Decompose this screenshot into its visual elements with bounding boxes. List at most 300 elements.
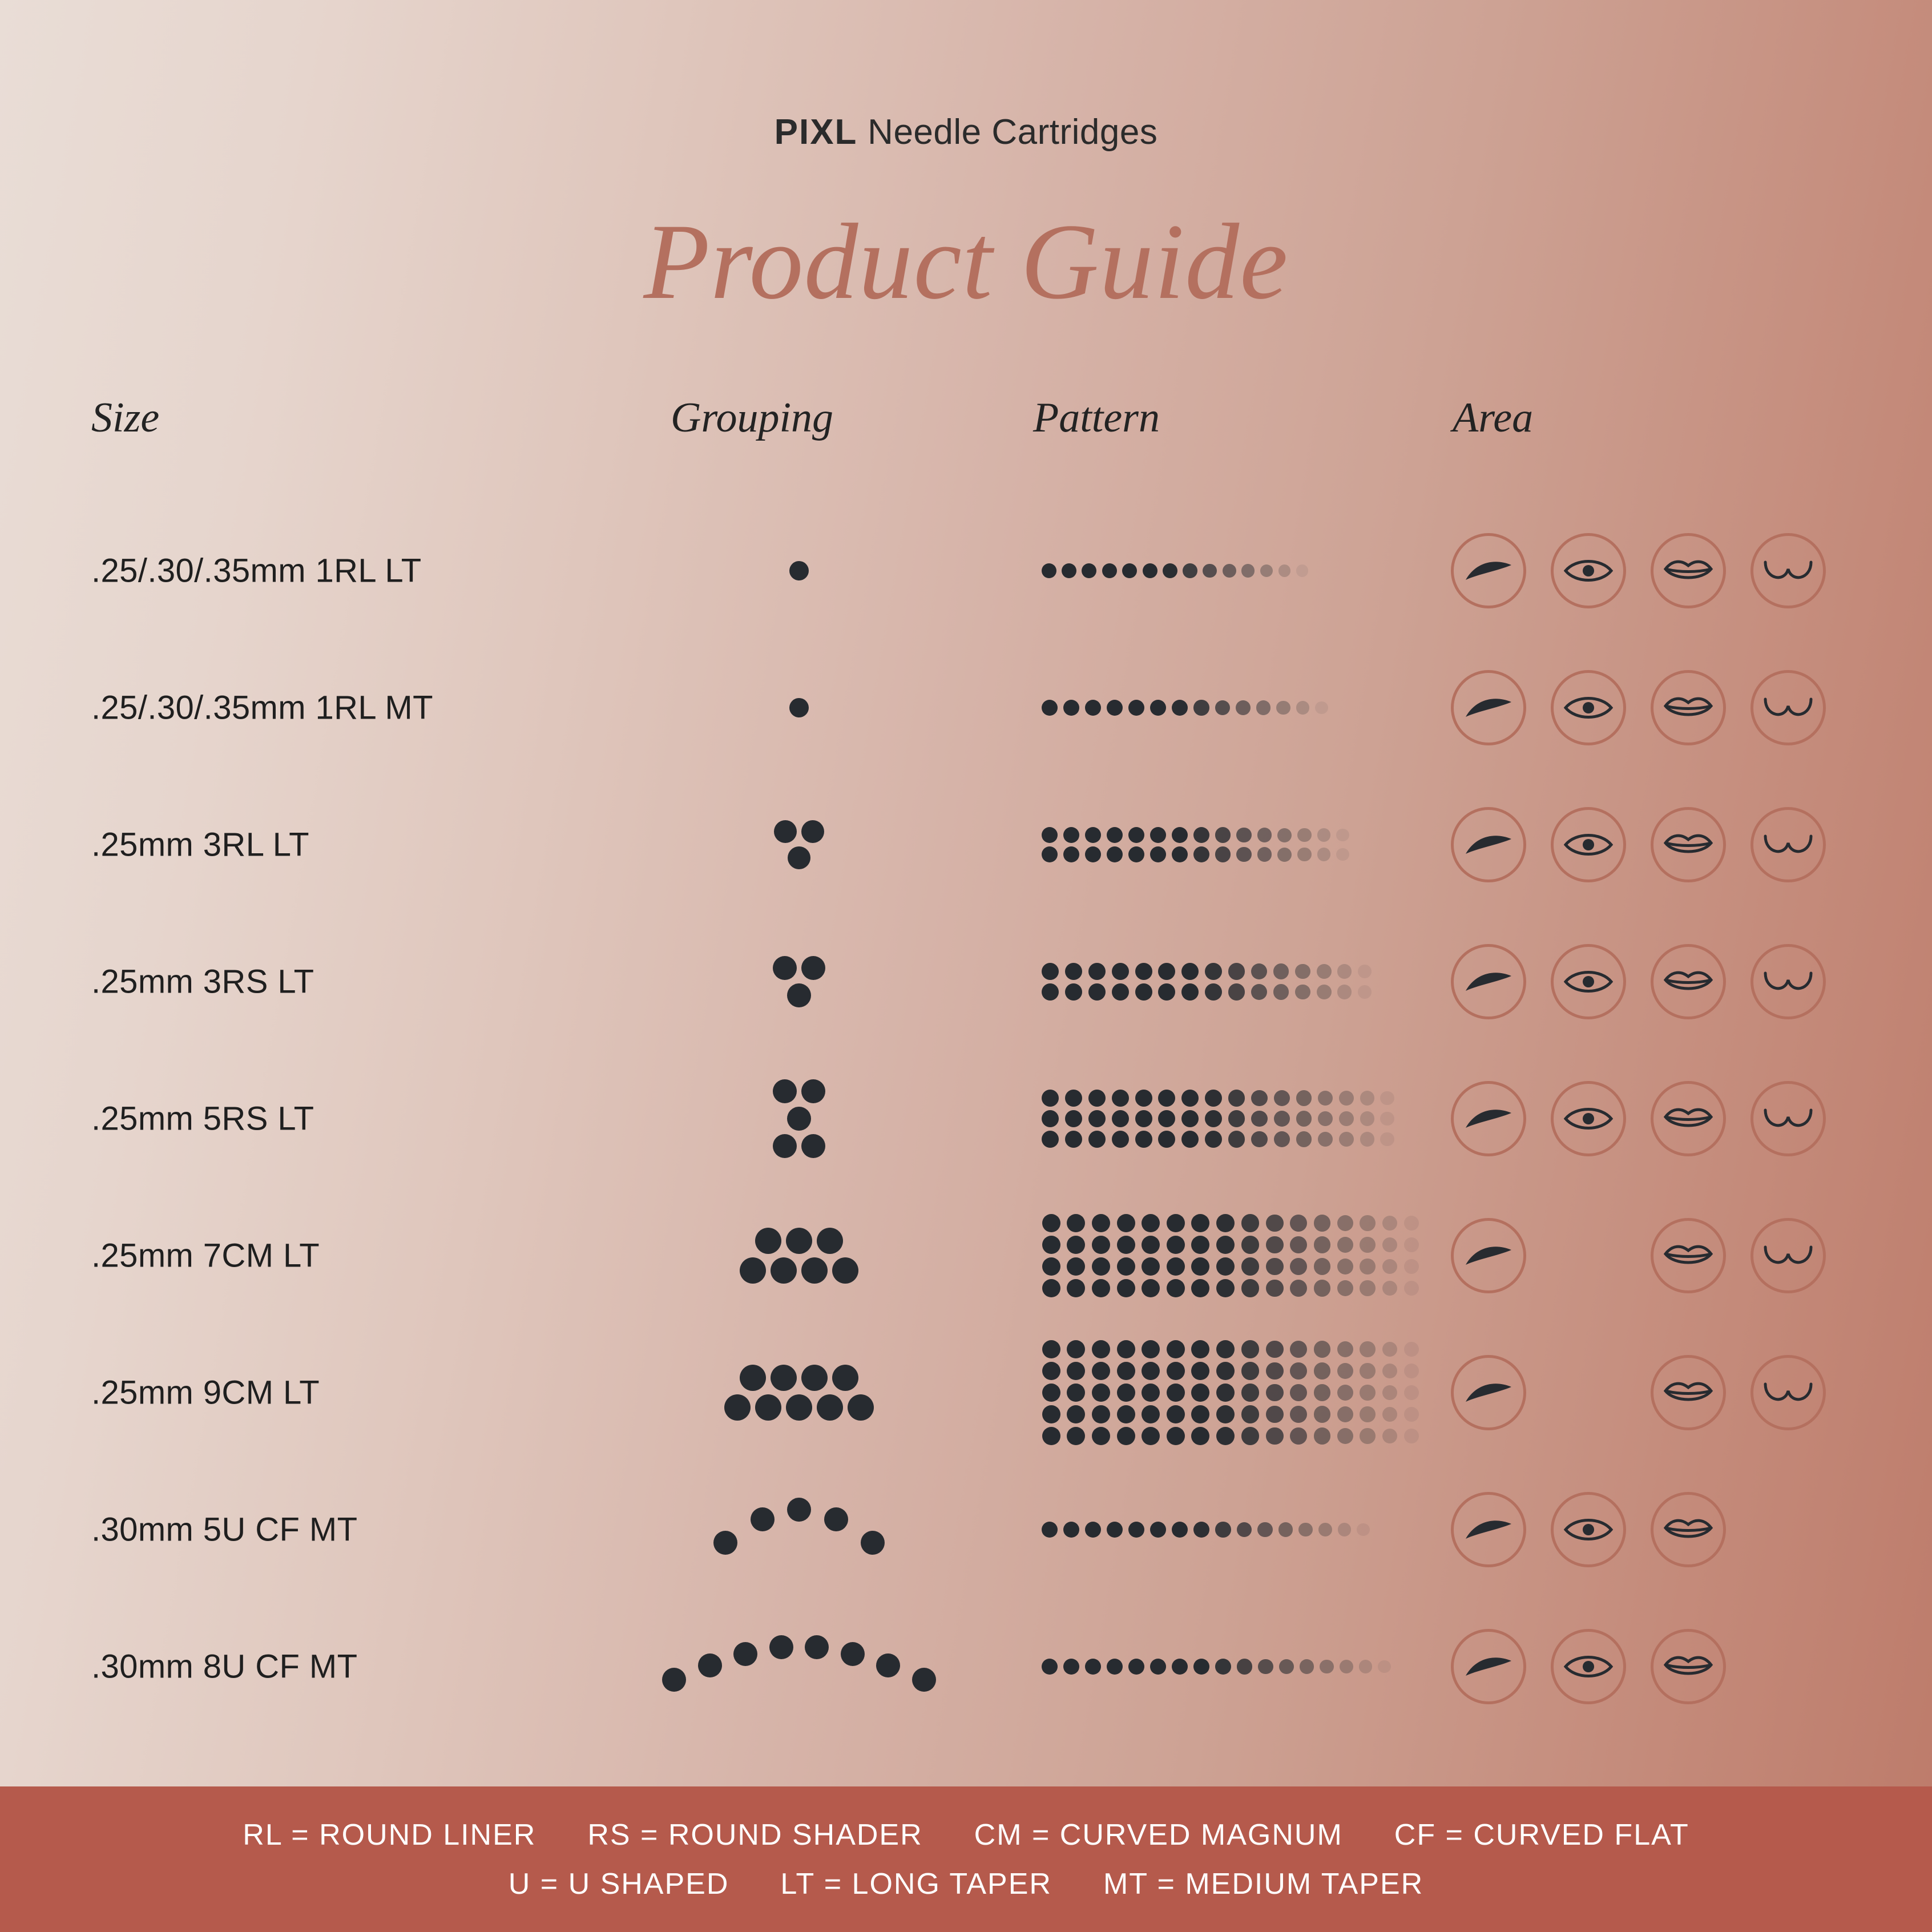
table-row [0,502,1932,639]
area-slot [1638,1355,1738,1430]
column-header-grouping: Grouping [671,394,834,441]
grouping-dot [817,1228,843,1254]
pattern-dot [1135,963,1152,980]
pattern-dot [1276,701,1290,715]
grouping-dot [787,1498,811,1522]
area-slot [1738,1218,1838,1293]
table-row [0,1461,1932,1598]
table-row [0,913,1932,1050]
pattern-dot [1241,564,1255,577]
pattern-dot [1135,1110,1152,1127]
pattern-dot [1042,963,1059,980]
pattern-dot [1042,1257,1060,1276]
pattern-dot [1092,1384,1110,1402]
area-slot [1638,1218,1738,1293]
pattern-dot [1317,848,1330,861]
pattern-dot [1382,1237,1398,1253]
pattern-dot [1297,828,1311,842]
area-slot [1538,1081,1638,1156]
pattern-dot [1042,1131,1059,1148]
pattern-dot-row [1039,825,1352,845]
pattern-dot [1042,1522,1058,1538]
pattern-diagram [1039,1338,1422,1447]
needle-grouping-diagram [639,1078,959,1160]
pattern-dot [1382,1281,1398,1296]
size-label: .25mm 3RL LT [91,826,309,864]
pattern-dot-row [1039,1403,1422,1425]
pattern-dot [1278,564,1291,577]
brow-icon [1451,1492,1526,1567]
grouping-dot [713,1531,737,1555]
pattern-dot [1181,1110,1199,1127]
area-icons [1438,670,1838,745]
pattern-dot [1223,564,1236,578]
pattern-dot [1382,1364,1398,1379]
pattern-dot [1065,1110,1082,1127]
pattern-dot-row [1039,1338,1422,1360]
area-slot [1738,533,1838,608]
pattern-dot [1360,1091,1374,1105]
pattern-dot [1216,1427,1235,1445]
pattern-dot [1216,1405,1235,1423]
pattern-dot [1042,983,1059,1001]
area-slot [1438,944,1538,1019]
pattern-dot-row [1039,1108,1397,1129]
pattern-dot [1314,1406,1330,1422]
size-label: .25mm 9CM LT [91,1374,320,1411]
pattern-dot [1135,1090,1152,1107]
pattern-dot [1266,1280,1284,1297]
pattern-diagram [1039,1657,1394,1676]
pattern-dot [1042,700,1058,716]
grouping-dot [774,820,797,843]
pattern-dot [1135,1131,1152,1148]
brow-icon [1451,1218,1526,1293]
grouping-dot [724,1394,751,1421]
pattern-dot [1082,563,1096,578]
pattern-dot [1337,1341,1353,1357]
area-slot [1538,807,1638,882]
pattern-dot [1128,827,1144,843]
grouping-dot [817,1394,843,1421]
pattern-dot [1404,1216,1419,1231]
grouping-dot-row [772,818,826,845]
pattern-dot [1317,964,1332,979]
pattern-dot [1295,985,1310,1000]
legend-item: CM = CURVED MAGNUM [974,1818,1343,1852]
pattern-dot-row [1039,1256,1422,1277]
pattern-dot [1251,1131,1268,1148]
pattern-dot [1067,1214,1085,1232]
pattern-diagram [1039,1088,1397,1149]
brow-icon [1451,1629,1526,1704]
pattern-dot [1142,1384,1160,1402]
pattern-dot [1360,1132,1374,1146]
pattern-dot [1205,1110,1222,1127]
pattern-dot [1339,1111,1354,1126]
pattern-dot [1315,701,1328,715]
areola-icon [1751,1218,1826,1293]
pattern-dot [1158,983,1175,1001]
pattern-dot [1135,983,1152,1001]
pattern-dot [1318,1111,1333,1127]
pattern-dot [1266,1236,1284,1254]
grouping-dot [771,1257,797,1284]
pattern-dot [1191,1257,1209,1276]
pattern-dot [1237,1522,1252,1538]
pattern-dot [1142,1236,1160,1254]
pattern-dot [1107,700,1123,716]
pattern-diagram [1039,1520,1373,1539]
pattern-dot [1257,1522,1272,1537]
needle-grouping-diagram [639,1363,959,1422]
pattern-dot [1382,1385,1398,1401]
pattern-dot [1102,563,1117,578]
pattern-dot [1107,827,1123,843]
pattern-dot [1122,563,1137,578]
area-slot [1638,533,1738,608]
pattern-dot [1092,1214,1110,1232]
area-icons [1438,807,1838,882]
pattern-dot [1378,1660,1391,1673]
pattern-dot [1117,1236,1135,1254]
pattern-dot [1085,1522,1101,1538]
pattern-dot [1296,701,1310,715]
pattern-dot [1117,1279,1135,1297]
pattern-dot [1128,1659,1144,1675]
size-label: .25/.30/.35mm 1RL LT [91,552,422,590]
needle-grouping-diagram [639,1226,959,1285]
grouping-dot [773,1134,797,1158]
pattern-dot [1067,1236,1085,1254]
needle-grouping-diagram [639,954,959,1009]
grouping-dot [769,1635,793,1659]
area-slot [1638,944,1738,1019]
table-row [0,776,1932,913]
pattern-dot [1167,1405,1185,1423]
pattern-dot [1128,1522,1144,1538]
pattern-dot-row [1039,1234,1422,1256]
area-slot [1738,944,1838,1019]
grouping-dot [788,846,810,869]
pattern-dot [1142,1362,1160,1380]
grouping-dot [662,1668,686,1692]
pattern-dot [1216,1257,1235,1276]
column-header-area: Area [1453,394,1534,441]
pattern-dot [1215,1522,1231,1538]
legend-item: LT = LONG TAPER [780,1867,1052,1901]
area-slot [1738,1355,1838,1430]
pattern-dot [1193,700,1209,716]
grouping-dot-row [787,559,811,582]
area-icons [1438,1629,1838,1704]
pattern-dot [1088,1110,1106,1127]
area-icons [1438,1355,1838,1430]
areola-icon [1751,807,1826,882]
grouping-dot [740,1257,766,1284]
pattern-dot [1337,1406,1353,1422]
pattern-dot [1142,1427,1160,1445]
pattern-dot [1360,1280,1376,1296]
size-label: .25mm 5RS LT [91,1100,314,1138]
pattern-dot [1042,1405,1060,1423]
pattern-dot [1236,700,1251,715]
pattern-dot [1062,563,1076,578]
pattern-dot [1107,1659,1123,1675]
eye-icon [1551,944,1626,1019]
grouping-dot-row [787,696,811,719]
pattern-dot-row [1039,845,1352,864]
grouping-dot [801,1134,825,1158]
pattern-dot [1042,1384,1060,1402]
pattern-dot [1296,564,1308,576]
area-slot [1638,1492,1738,1567]
pattern-dot [1085,700,1101,716]
eye-icon [1551,1629,1626,1704]
pattern-dot [1298,1523,1313,1537]
lips-icon [1651,1492,1726,1567]
area-slot [1438,533,1538,608]
pattern-dot [1142,1214,1160,1232]
pattern-dot [1042,1427,1060,1445]
grouping-dot [876,1653,900,1677]
pattern-dot [1150,827,1166,843]
pattern-dot [1278,1522,1293,1537]
pattern-dot [1296,1111,1312,1126]
grouping-dot [698,1653,722,1677]
pattern-dot [1257,828,1272,842]
grouping-dot-row [753,1226,845,1256]
pattern-dot [1273,963,1289,979]
pattern-dot [1167,1384,1185,1402]
pattern-diagram [1039,961,1375,1002]
grouping-dot-row [785,845,813,871]
pattern-dot [1337,1428,1353,1444]
brand-suffix: Needle Cartridges [857,112,1158,152]
pattern-dot [1266,1406,1284,1423]
pattern-dot [1337,1280,1353,1296]
pattern-dot [1266,1427,1284,1445]
grouping-dot [801,1257,828,1284]
pattern-dot [1290,1362,1307,1380]
grouping-dot-row [785,982,813,1009]
pattern-dot [1167,1362,1185,1380]
pattern-dot [1112,983,1129,1001]
pattern-diagram [1039,698,1331,717]
pattern-dot [1360,1341,1376,1357]
pattern-dot [1215,846,1231,862]
size-label: .25/.30/.35mm 1RL MT [91,689,433,727]
grouping-dot-row [737,1363,861,1393]
pattern-dot [1336,829,1349,842]
pattern-dot [1358,985,1372,999]
pattern-dot [1360,1406,1376,1422]
pattern-dot [1216,1236,1235,1254]
lips-icon [1651,944,1726,1019]
pattern-dot [1167,1279,1185,1297]
pattern-dot [1314,1362,1330,1379]
grouping-dot [805,1635,829,1659]
pattern-dot [1065,983,1082,1001]
area-icons [1438,944,1838,1019]
grouping-dot [789,561,809,580]
pattern-dot [1382,1342,1398,1357]
pattern-dot [1205,983,1222,1001]
legend-item: RS = ROUND SHADER [587,1818,923,1852]
area-slot [1638,807,1738,882]
pattern-dot [1360,1111,1374,1126]
pattern-dot [1117,1405,1135,1423]
pattern-dot [1191,1236,1209,1254]
pattern-dot [1172,846,1188,862]
pattern-dot [1241,1405,1260,1423]
area-slot [1438,1081,1538,1156]
pattern-dot [1380,1091,1394,1105]
areola-icon [1751,944,1826,1019]
pattern-dot [1337,1363,1353,1379]
pattern-dot [1172,827,1188,843]
pattern-dot [1191,1362,1209,1380]
pattern-dot [1067,1362,1085,1380]
pattern-dot [1042,1279,1060,1297]
pattern-dot [1404,1385,1419,1400]
pattern-dot [1404,1342,1419,1357]
pattern-dot [1337,1237,1353,1253]
grouping-dot [824,1507,848,1531]
pattern-dot [1158,963,1175,980]
pattern-dot [1380,1112,1394,1126]
grouping-dot [755,1228,781,1254]
areola-icon [1751,670,1826,745]
pattern-dot [1193,827,1209,843]
pattern-dot-row [1039,1382,1422,1403]
table-row [0,1050,1932,1187]
pattern-dot [1274,1111,1290,1127]
legend-item: U = U SHAPED [508,1867,729,1901]
pattern-dot [1067,1405,1085,1423]
pattern-dot [1065,963,1082,980]
lips-icon [1651,533,1726,608]
pattern-dot [1237,1659,1252,1674]
pattern-dot [1158,1110,1175,1127]
pattern-dot-row [1039,1277,1422,1299]
pattern-dot [1314,1258,1330,1274]
pattern-dot [1063,1522,1079,1538]
pattern-diagram [1039,825,1352,864]
pattern-dot [1042,846,1058,862]
grouping-dot-row [737,1256,861,1285]
pattern-dot [1128,846,1144,862]
table-row [0,1324,1932,1461]
pattern-dot-row [1039,1425,1422,1447]
pattern-dot [1317,828,1330,841]
pattern-dot [1042,1236,1060,1254]
pattern-dot [1404,1237,1419,1252]
pattern-dot [1067,1427,1085,1445]
needle-grouping-diagram [639,818,959,871]
area-slot [1438,1355,1538,1430]
pattern-dot [1337,1385,1353,1401]
area-slot [1538,944,1638,1019]
pattern-dot [1296,1131,1312,1147]
pattern-dot [1236,828,1252,843]
pattern-dot [1274,1131,1290,1147]
pattern-dot [1297,848,1311,861]
pattern-dot [1290,1280,1307,1297]
pattern-dot [1191,1427,1209,1445]
lips-icon [1651,1629,1726,1704]
pattern-dot [1158,1131,1175,1148]
pattern-dot [1092,1279,1110,1297]
legend-item: CF = CURVED FLAT [1394,1818,1689,1852]
pattern-dot [1067,1279,1085,1297]
grouping-dot [832,1365,858,1391]
pattern-dot [1067,1384,1085,1402]
pattern-dot [1092,1236,1110,1254]
pattern-dot [1191,1340,1209,1358]
pattern-dot [1314,1427,1330,1444]
pattern-dot [1290,1384,1307,1401]
pattern-dot [1150,846,1166,862]
pattern-dot [1404,1364,1419,1378]
pattern-dot [1314,1384,1330,1401]
pattern-dot [1360,1259,1376,1274]
pattern-dot [1260,564,1273,578]
pattern-dot [1360,1363,1376,1379]
pattern-dot [1042,1214,1060,1232]
pattern-dot [1065,1131,1082,1148]
pattern-dot [1042,827,1058,843]
pattern-dot [1382,1216,1398,1231]
pattern-dot [1404,1259,1419,1274]
pattern-dot [1042,1110,1059,1127]
area-slot [1738,807,1838,882]
pattern-dot [1360,1385,1376,1401]
pattern-dot [1107,1522,1123,1538]
pattern-dot [1092,1405,1110,1423]
grouping-dot [801,1365,828,1391]
pattern-dot [1085,827,1101,843]
pattern-dot [1167,1340,1185,1358]
pattern-dot [1117,1384,1135,1402]
pattern-dot [1382,1407,1398,1422]
brow-icon [1451,1355,1526,1430]
lips-icon [1651,670,1726,745]
pattern-dot [1404,1407,1419,1422]
pattern-dot [1117,1214,1135,1232]
pattern-dot [1318,1132,1333,1147]
pattern-dot [1290,1406,1307,1423]
pattern-dot [1042,1090,1059,1107]
pattern-dot [1338,1523,1351,1536]
area-icons [1438,1081,1838,1156]
pattern-dot [1251,1090,1268,1107]
pattern-dot [1193,846,1209,862]
pattern-dot [1360,1237,1376,1253]
lips-icon [1651,1355,1726,1430]
column-header-size: Size [91,394,160,441]
pattern-dot [1042,1362,1060,1380]
pattern-dot [1193,1522,1209,1538]
pattern-dot [1236,847,1252,862]
pattern-dot [1163,563,1177,578]
brow-icon [1451,533,1526,608]
grouping-dot [751,1507,775,1531]
area-icons [1438,1218,1838,1293]
pattern-dot [1228,963,1245,979]
pattern-dot [1241,1257,1260,1276]
pattern-dot [1181,1131,1199,1148]
